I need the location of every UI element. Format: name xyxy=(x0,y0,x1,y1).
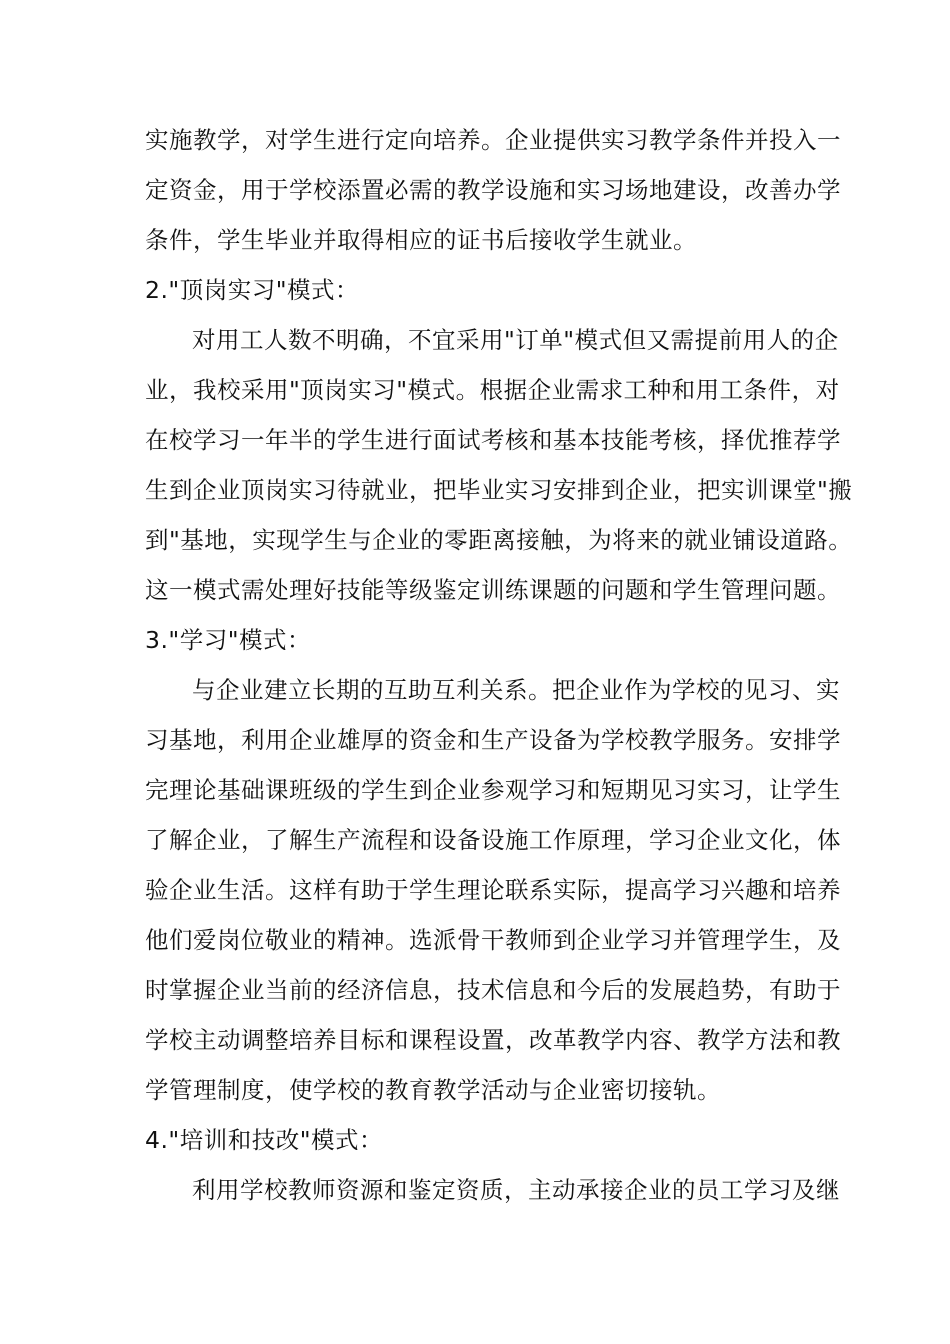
section-heading-4: 4."培训和技改"模式： xyxy=(145,1126,384,1154)
paragraph-line: 定资金，用于学校添置必需的教学设施和实习场地建设，改善办学 xyxy=(145,176,841,204)
paragraph-line: 对用工人数不明确，不宜采用"订单"模式但又需提前用人的企 xyxy=(192,326,839,354)
paragraph-line: 与企业建立长期的互助互利关系。把企业作为学校的见习、实 xyxy=(192,676,840,704)
paragraph-line: 到"基地，实现学生与企业的零距离接触，为将来的就业铺设道路。 xyxy=(145,526,853,554)
paragraph-line: 条件，学生毕业并取得相应的证书后接收学生就业。 xyxy=(145,226,697,254)
paragraph-line: 完理论基础课班级的学生到企业参观学习和短期见习实习，让学生 xyxy=(145,776,841,804)
paragraph-line: 这一模式需处理好技能等级鉴定训练课题的问题和学生管理问题。 xyxy=(145,576,841,604)
paragraph-line: 在校学习一年半的学生进行面试考核和基本技能考核，择优推荐学 xyxy=(145,426,841,454)
section-heading-2: 2."顶岗实习"模式： xyxy=(145,276,360,304)
paragraph-line: 学管理制度，使学校的教育教学活动与企业密切接轨。 xyxy=(145,1076,721,1104)
paragraph-line: 利用学校教师资源和鉴定资质，主动承接企业的员工学习及继 xyxy=(192,1176,840,1204)
paragraph-line: 学校主动调整培养目标和课程设置，改革教学内容、教学方法和教 xyxy=(145,1026,841,1054)
paragraph-line: 了解企业，了解生产流程和设备设施工作原理，学习企业文化，体 xyxy=(145,826,841,854)
paragraph-line: 业，我校采用"顶岗实习"模式。根据企业需求工种和用工条件，对 xyxy=(145,376,840,404)
paragraph-line: 时掌握企业当前的经济信息，技术信息和今后的发展趋势，有助于 xyxy=(145,976,841,1004)
paragraph-line: 验企业生活。这样有助于学生理论联系实际，提高学习兴趣和培养 xyxy=(145,876,841,904)
paragraph-line: 习基地，利用企业雄厚的资金和生产设备为学校教学服务。安排学 xyxy=(145,726,841,754)
section-heading-3: 3."学习"模式： xyxy=(145,626,312,654)
paragraph-line: 生到企业顶岗实习待就业，把毕业实习安排到企业，把实训课堂"搬 xyxy=(145,476,853,504)
paragraph-line: 实施教学，对学生进行定向培养。企业提供实习教学条件并投入一 xyxy=(145,126,841,154)
paragraph-line: 他们爱岗位敬业的精神。选派骨干教师到企业学习并管理学生，及 xyxy=(145,926,841,954)
document-body xyxy=(145,115,853,1215)
